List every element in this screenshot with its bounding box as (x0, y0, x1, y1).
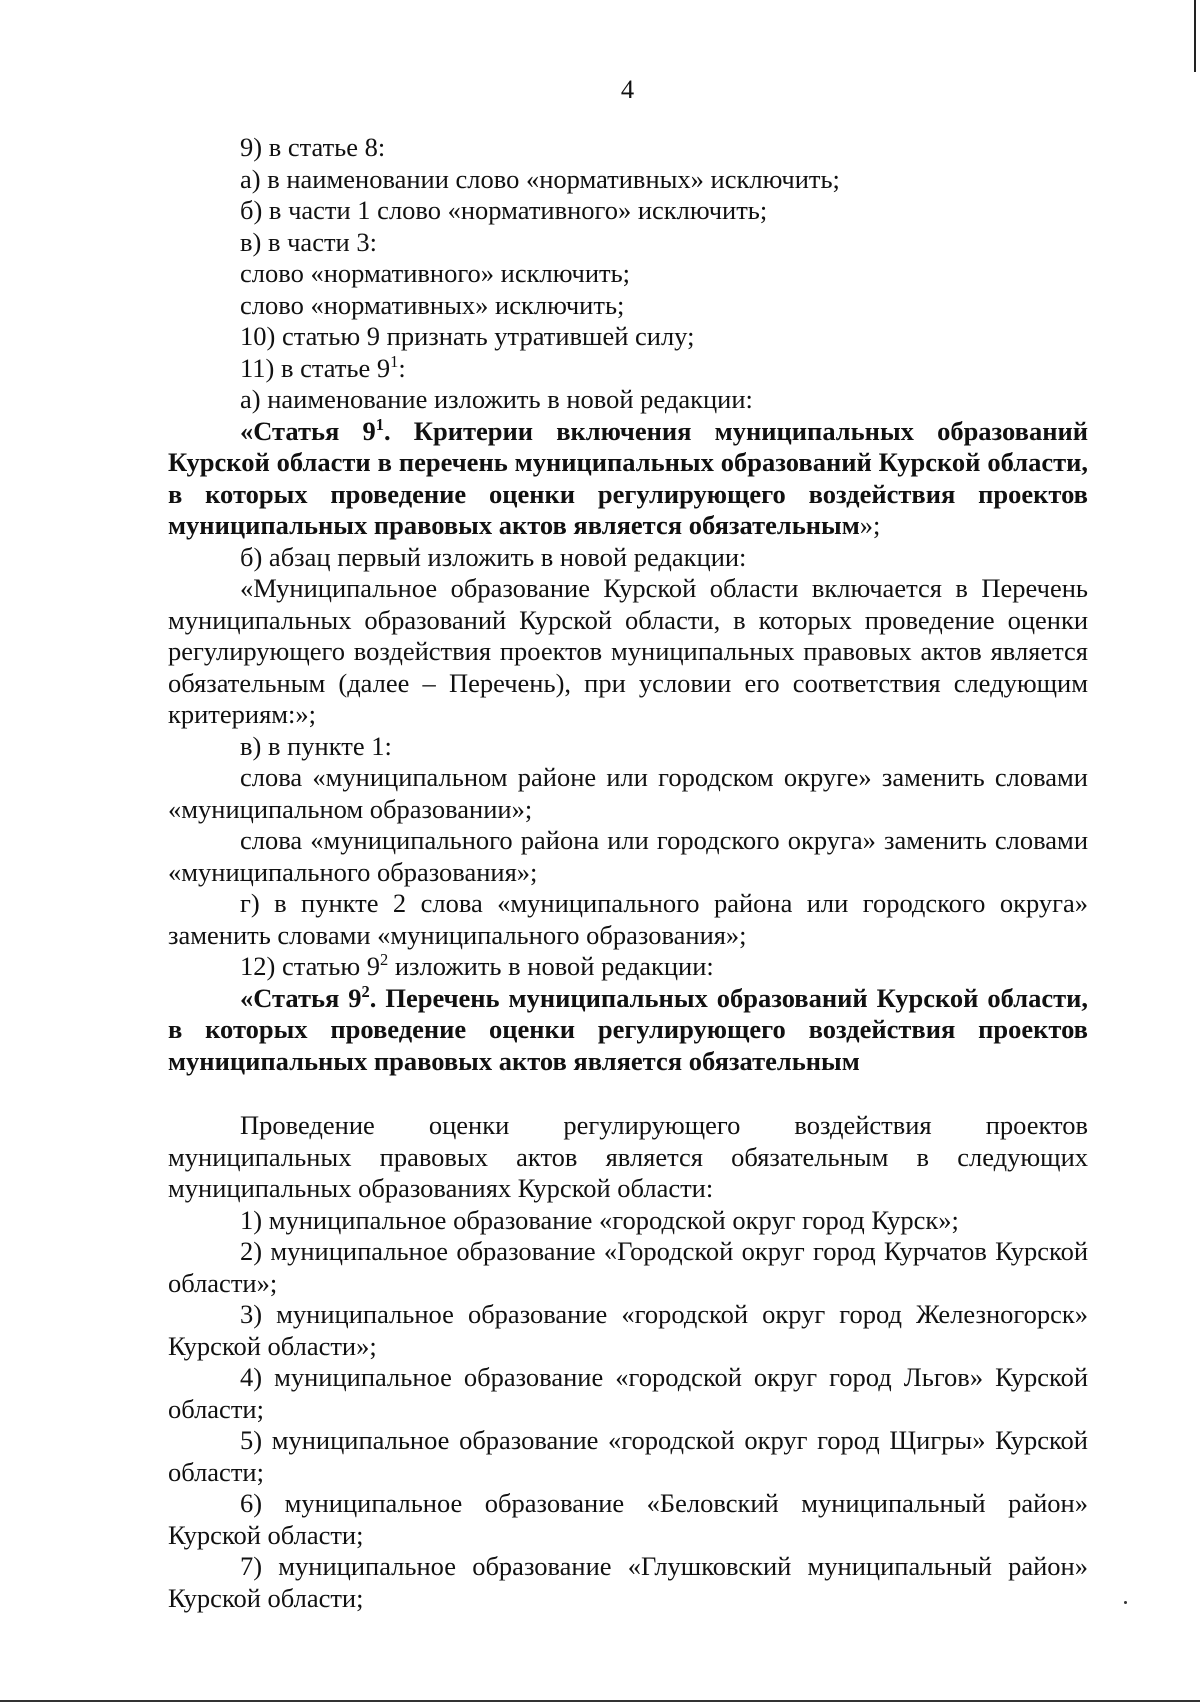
item-11-superscript: 1 (390, 351, 399, 371)
scan-speck (1124, 1601, 1127, 1604)
document-body (168, 132, 1088, 1614)
article-9-2-title-rest: . Перечень муниципальных образований Курской области, в которых проведение оценки регулирующего воздействия проектов муниципальных правовых актов является обязательным (168, 982, 1089, 1076)
paragraph-item-9v-1: слово «нормативного» исключить; (240, 258, 631, 288)
list-item-3: 3) муниципальное образование «городской округ город Железногорск» Курской области»; (168, 1299, 1088, 1361)
paragraph-item-11a: а) наименование изложить в новой редакции: (240, 384, 753, 414)
paragraph-item-11b: б) абзац первый изложить в новой редакции: (240, 541, 747, 572)
list-item-4: 4) муниципальное образование «городской округ город Льгов» Курской области; (168, 1362, 1088, 1424)
paragraph-item-9v: в) в части 3: (240, 226, 377, 257)
list-item-6: 6) муниципальное образование «Беловский муниципальный район» Курской области; (168, 1488, 1088, 1550)
paragraph-item-11v-1: слова «муниципальном районе или городском округе» заменить словами «муниципальном образовании»; (168, 762, 1088, 824)
paragraph-item-11v: в) в пункте 1: (240, 730, 392, 761)
paragraph-item-11v-2: слова «муниципального района или городского округа» заменить словами «муниципального образования»; (168, 825, 1088, 887)
paragraph-item-9: 9) в статье 8: (240, 132, 386, 162)
paragraph-item-11b-text: «Муниципальное образование Курской области включается в Перечень муниципальных образований Курской области, в которых проведение оценки регулирующего воздействия проектов муниципальных правовых актов является обязательным (далее – Перечень), при условии его соответствия следующим критериям:»; (168, 573, 1088, 729)
article-9-2-superscript: 2 (361, 981, 370, 1001)
paragraph-item-12 (168, 951, 1088, 983)
article-9-1-superscript: 1 (375, 414, 384, 434)
paragraph-item-9b: б) в части 1 слово «нормативного» исключить; (240, 195, 768, 225)
list-item-1: 1) муниципальное образование «городской округ город Курск»; (240, 1204, 959, 1235)
list-item-7: 7) муниципальное образование «Глушковский муниципальный район» Курской области; (168, 1551, 1088, 1613)
article-9-2-title-start: «Статья 9 (240, 982, 362, 1013)
article-9-1-title-start: «Статья 9 (240, 415, 376, 446)
article-9-1-closing: »; (859, 510, 881, 540)
list-item-5: 5) муниципальное образование «городской округ город Щигры» Курской области; (168, 1425, 1088, 1487)
paragraph-item-9v-2: слово «нормативных» исключить; (240, 289, 625, 320)
item-11-colon: : (398, 352, 406, 383)
item-12-text-rest: изложить в новой редакции: (388, 951, 714, 981)
spacer (168, 1077, 1088, 1110)
paragraph-item-10: 10) статью 9 признать утратившей силу; (240, 321, 695, 351)
scan-bottom-line (0, 1700, 1200, 1702)
item-12-text: 12) статью 9 (240, 951, 381, 981)
scan-edge-line (1194, 0, 1196, 72)
paragraph-item-11 (168, 353, 1088, 385)
item-11-text: 11) в статье 9 (240, 352, 391, 383)
paragraph-item-11g: г) в пункте 2 слова «муниципального района или городского округа» заменить словами «муниципального образования»; (168, 888, 1088, 950)
page-number: 4 (620, 74, 635, 104)
article-9-2-intro: Проведение оценки регулирующего воздействия проектов муниципальных правовых актов является обязательным в следующих муниципальных образованиях Курской области: (168, 1110, 1088, 1203)
paragraph-item-9a: а) в наименовании слово «нормативных» исключить; (240, 163, 840, 194)
article-9-2-heading (168, 983, 1088, 1078)
list-item-2: 2) муниципальное образование «Городской округ город Курчатов Курской области»; (168, 1236, 1088, 1298)
article-9-1-title-rest: . Критерии включения муниципальных образований Курской области в перечень муниципальных образований Курской области, в которых проведение оценки регулирующего воздействия проектов муниципальных правовых актов является обязательным (168, 415, 1089, 540)
item-12-superscript: 2 (380, 950, 389, 970)
article-9-1-heading (168, 416, 1088, 542)
